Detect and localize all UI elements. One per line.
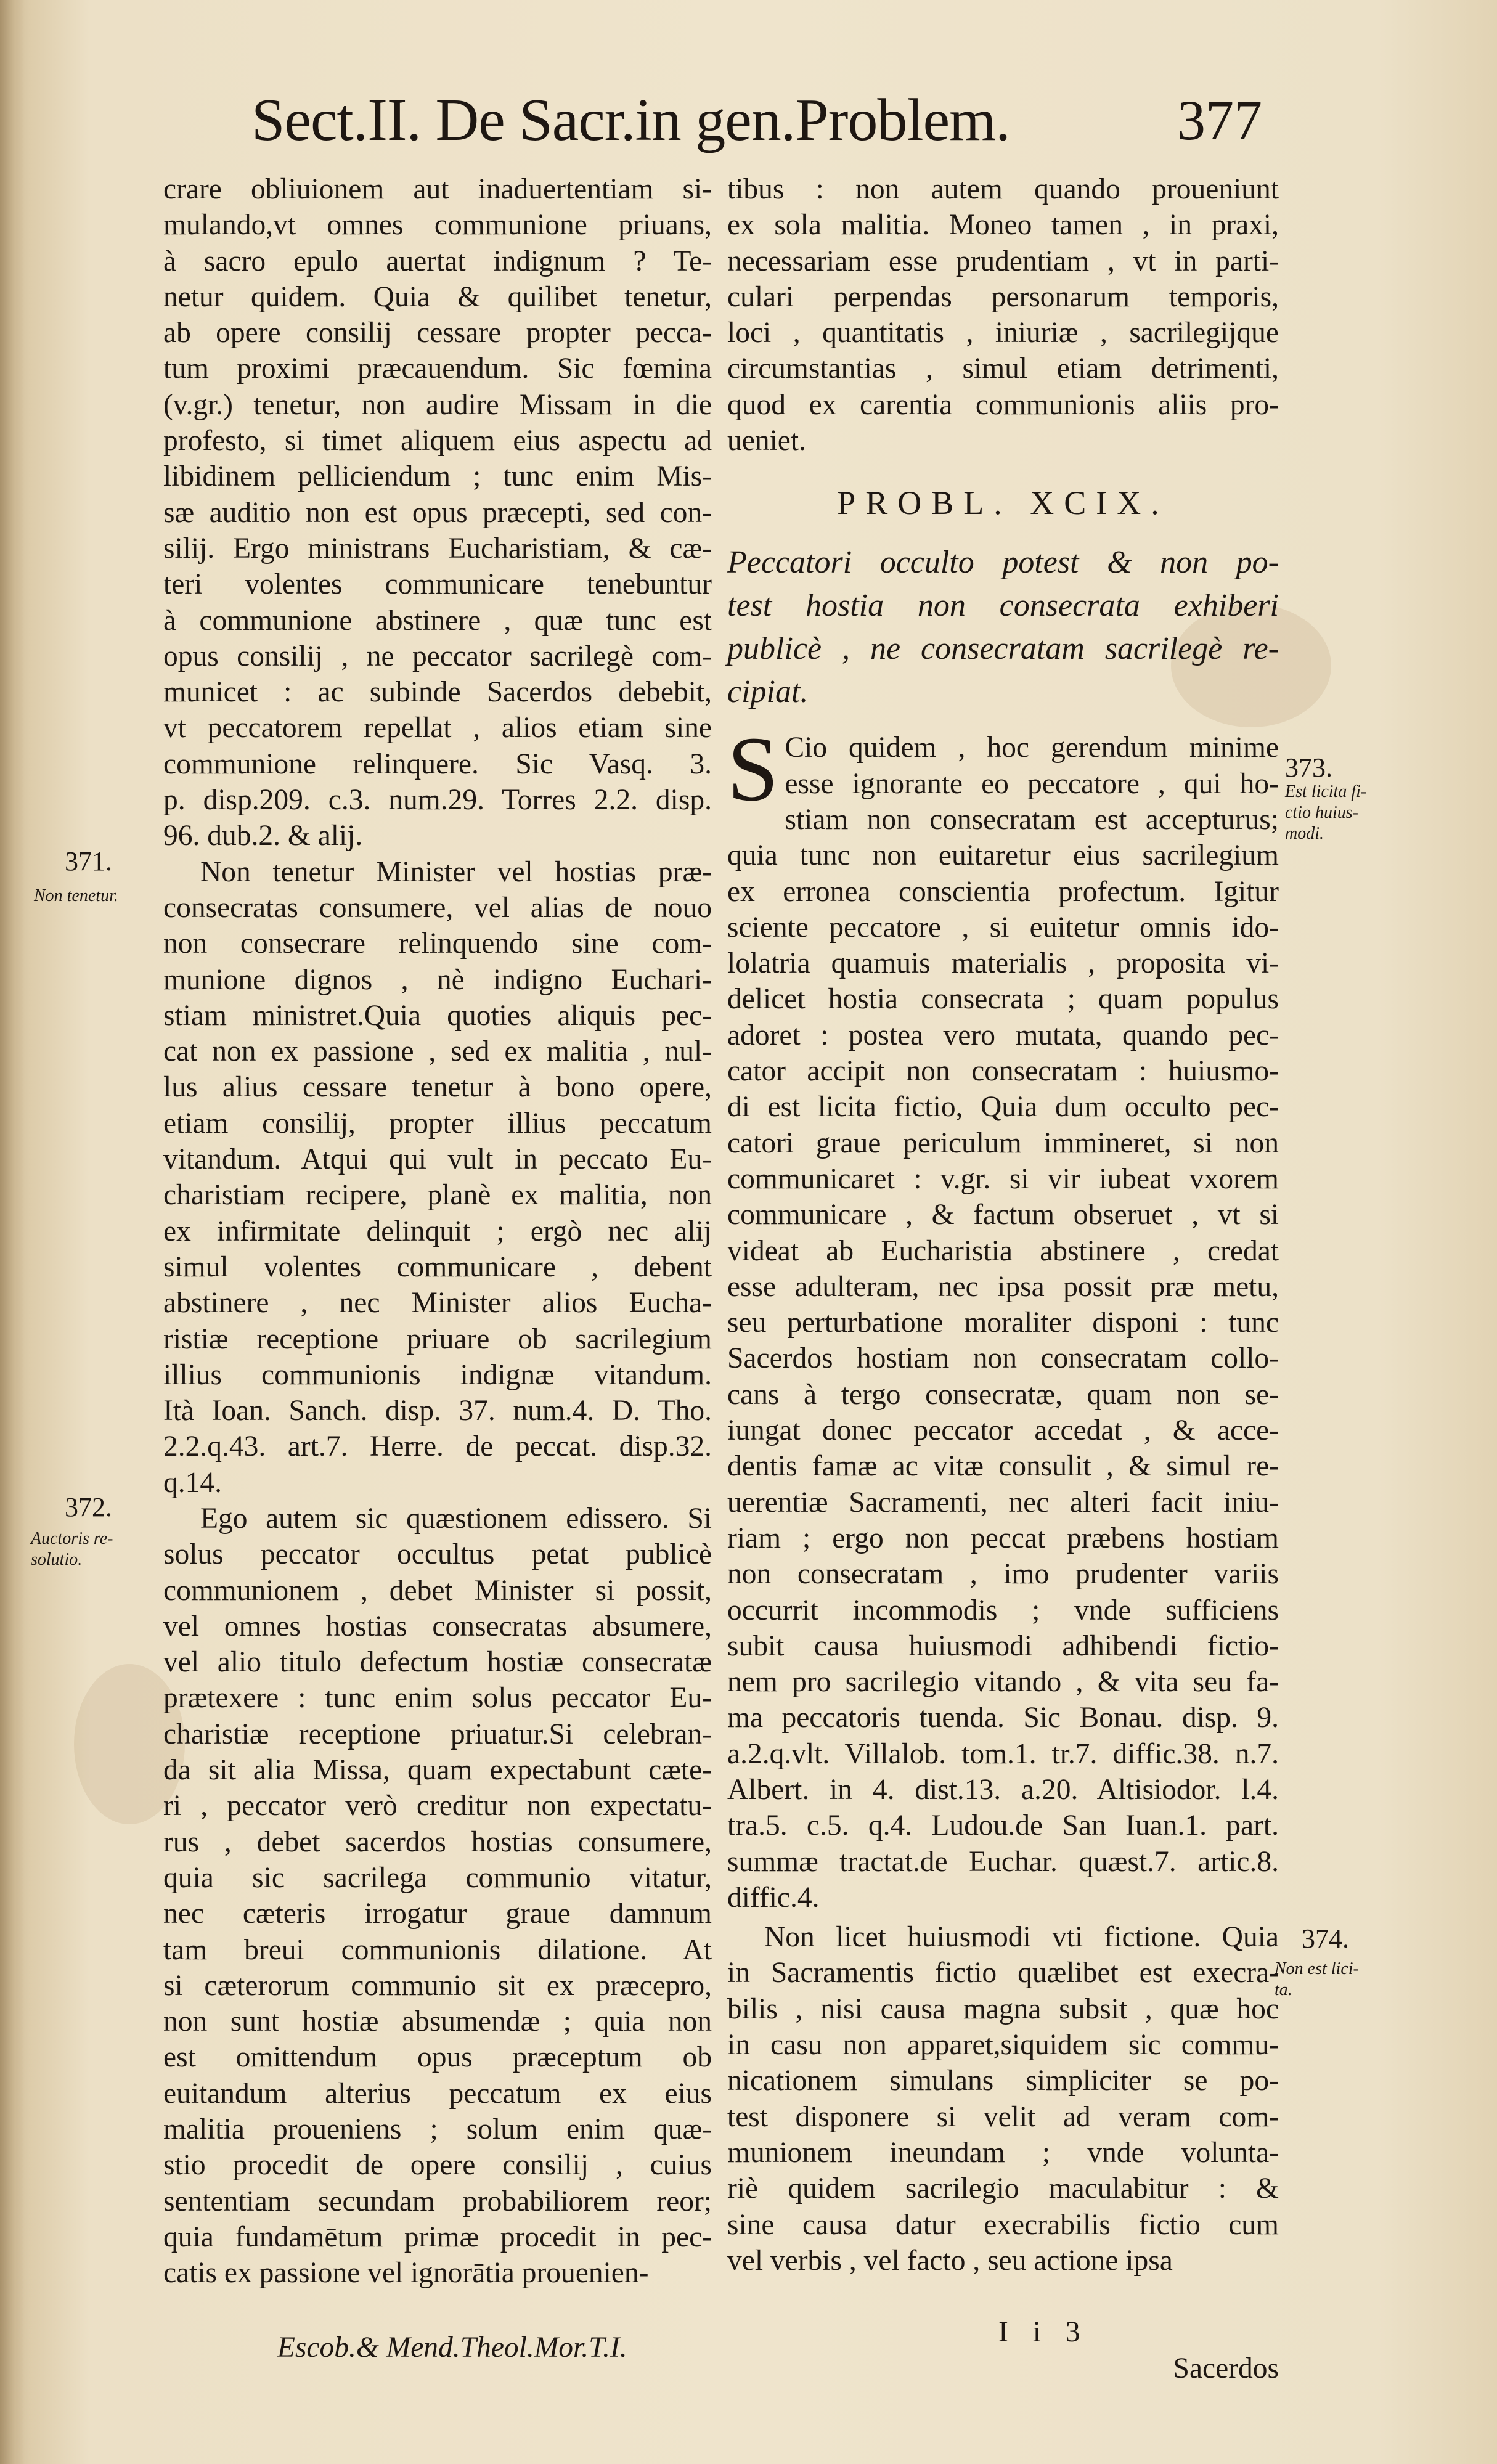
text-line: publicè , ne consecratam sacrilegè re- xyxy=(727,631,1279,667)
text-line: Albert. in 4. dist.13. a.20. Altisiodor. l.4. xyxy=(727,1773,1279,1806)
text-line: à sacro epulo auertat indignum ? Te- xyxy=(163,245,712,277)
text-line: lolatria quamuis materialis , proposita vi- xyxy=(727,947,1279,980)
text-line: munione dignos , nè indigno Euchari- xyxy=(163,963,712,996)
text-line: à communione abstinere , quæ tunc est xyxy=(163,604,712,637)
text-line: nec cæteris irrogatur graue damnum xyxy=(163,1898,712,1930)
margin-number-371: 371. xyxy=(65,846,112,876)
text-line: tum proximi præcauendum. Sic fœmina xyxy=(163,353,712,385)
text-line: communicare , & factum obseruet , vt si xyxy=(727,1199,1279,1231)
text-line: libidinem pelliciendum ; tunc enim Mis- xyxy=(163,460,712,493)
page-edge xyxy=(0,0,25,2464)
paragraph xyxy=(163,1501,712,2291)
text-line: catis ex passione vel ignorātia prouenien- xyxy=(163,2257,649,2290)
page-footer xyxy=(727,2278,1279,2384)
margin-note-line: solutio. xyxy=(31,1550,83,1569)
text-line: ex sola malitia. Moneo tamen , in praxi, xyxy=(727,209,1279,242)
paragraph xyxy=(727,718,1279,1915)
text-line: charistiam recipere, planè ex malitia, non xyxy=(163,1179,712,1212)
text-line: communionem , debet Minister si possit, xyxy=(163,1574,712,1607)
text-line: stiam non consecratam est accepturus; xyxy=(785,803,1279,836)
text-line: test hostia non consecrata exhiberi xyxy=(727,588,1279,624)
text-line: cat non ex passione , sed ex malitia , nul- xyxy=(163,1035,712,1068)
margin-note-373 xyxy=(1285,781,1366,844)
text-line: circumstantias , simul etiam detrimenti, xyxy=(727,353,1279,385)
text-line: non consecrare relinquendo sine com- xyxy=(163,928,712,960)
paragraph-with-dropcap xyxy=(727,718,1279,1915)
text-line: loci , quantitatis , iniuriæ , sacrilegijque xyxy=(727,317,1279,349)
running-title: Sect.II. De Sacr.in gen.Problem. xyxy=(251,87,1010,153)
text-line: municet : ac subinde Sacerdos debebit, xyxy=(163,676,712,709)
paragraph xyxy=(163,854,712,1501)
text-line: delicet hostia consecrata ; quam populus xyxy=(727,983,1279,1016)
margin-note-line: ctio huius- xyxy=(1285,803,1358,822)
margin-note-372 xyxy=(31,1528,113,1570)
text-line: si cæterorum communio sit ex præcepro, xyxy=(163,1969,712,2002)
text-line: in casu non apparet,siquidem sic commu- xyxy=(727,2029,1279,2062)
paragraph xyxy=(727,1919,1279,2278)
text-line: abstinere , nec Minister alios Eucha- xyxy=(163,1287,712,1320)
margin-note-374 xyxy=(1275,1959,1359,2001)
text-line: ristiæ receptione priuare ob sacrilegium xyxy=(163,1323,712,1355)
text-line: crare obliuionem aut inaduertentiam si- xyxy=(163,173,712,205)
running-header xyxy=(251,80,1262,160)
text-line: Non licet huiusmodi vti fictione. Quia xyxy=(764,1921,1279,1954)
text-line: iungat donec peccator accedat , & acce- xyxy=(727,1414,1279,1447)
text-line: euitandum alterius peccatum ex eius xyxy=(163,2077,712,2110)
text-line: quia sic sacrilega communio vitatur, xyxy=(163,1861,712,1894)
text-line: vel alio titulo defectum hostiæ consecratæ xyxy=(163,1646,712,1679)
text-line: cator accipit non consecratam : huiusmo- xyxy=(727,1055,1279,1088)
text-line: vt peccatorem repellat , alios etiam sine xyxy=(163,712,712,745)
text-line: Non tenetur Minister vel hostias præ- xyxy=(200,855,712,888)
text-line: occurrit incommodis ; vnde sufficiens xyxy=(727,1594,1279,1626)
text-line: nem pro sacrilegio vitando , & vita seu fa- xyxy=(727,1666,1279,1699)
text-line: 2.2.q.43. art.7. Herre. de peccat. disp.32. xyxy=(163,1430,712,1463)
text-line: quia fundamētum primæ procedit in pec- xyxy=(163,2221,712,2253)
text-line: a.2.q.vlt. Villalob. tom.1. tr.7. diffic.38. n.7. xyxy=(727,1737,1279,1770)
text-line: malitia proueniens ; solum enim quæ- xyxy=(163,2113,712,2146)
text-line: mulando,vt omnes communione priuans, xyxy=(163,209,712,242)
text-line: ab opere consilij cessare propter pecca- xyxy=(163,317,712,349)
text-line: profesto, si timet aliquem eius aspectu ad xyxy=(163,425,712,457)
text-line: vel omnes hostias consecratas absumere, xyxy=(163,1610,712,1642)
text-line: test disponere si velit ad veram com- xyxy=(727,2100,1279,2133)
text-line: culari perpendas personarum temporis, xyxy=(727,280,1279,313)
text-line: uerentiæ Sacramenti, nec alteri facit iniu- xyxy=(727,1486,1279,1519)
text-line: lus alius cessare tenetur à bono opere, xyxy=(163,1071,712,1104)
text-line: ex erronea conscientia profectum. Igitur xyxy=(727,875,1279,908)
text-line: ex infirmitate delinquit ; ergò nec alij xyxy=(163,1215,712,1247)
text-line: stio procedit de opere consilij , cuius xyxy=(163,2149,712,2182)
text-line: tra.5. c.5. q.4. Ludou.de San Iuan.1. part. xyxy=(727,1809,1279,1842)
text-line: seu perturbatione moraliter disponi : tunc xyxy=(727,1307,1279,1339)
text-line: esse ignorante eo peccatore , qui ho- xyxy=(785,767,1279,800)
text-line: cans à tergo consecratæ, quam non se- xyxy=(727,1378,1279,1411)
text-line: simul volentes communicare , debent xyxy=(163,1250,712,1283)
margin-note-line: Non est lici- xyxy=(1275,1959,1359,1978)
text-line: silij. Ergo ministrans Eucharistiam, & cæ- xyxy=(163,532,712,565)
text-line: opus consilij , ne peccator sacrilegè com- xyxy=(163,640,712,672)
text-line: ueniet. xyxy=(727,425,806,457)
text-line: communione relinquere. Sic Vasq. 3. xyxy=(163,748,712,780)
text-line: adoret : postea vero mutata, quando pec- xyxy=(727,1019,1279,1051)
text-line: (v.gr.) tenetur, non audire Missam in die xyxy=(163,388,712,421)
paragraph xyxy=(727,171,1279,459)
margin-note-line: Est licita fi- xyxy=(1285,782,1367,801)
text-line: communicaret : v.gr. si vir iubeat vxorem xyxy=(727,1162,1279,1195)
text-line: tibus : non autem quando proueniunt xyxy=(727,173,1279,205)
problem-heading: PROBL. XCIX. xyxy=(837,484,1169,522)
text-line: charistiæ receptione priuatur.Si celebran- xyxy=(163,1718,712,1750)
left-column xyxy=(163,171,712,2364)
margin-note-line: modi. xyxy=(1285,824,1324,843)
catchword: Sacerdos xyxy=(1173,2352,1279,2384)
text-line: quod ex carentia communionis aliis pro- xyxy=(727,388,1279,421)
text-line: solus peccator occultus petat publicè xyxy=(163,1538,712,1571)
text-line: Ego autem sic quæstionem edissero. Si xyxy=(200,1502,712,1535)
text-line: di est licita fictio, Quia dum occulto pec- xyxy=(727,1091,1279,1124)
margin-note-371: Non tenetur. xyxy=(34,886,118,905)
text-line: 96. dub.2. & alij. xyxy=(163,820,363,852)
text-line: vitandum. Atqui qui vult in peccato Eu- xyxy=(163,1143,712,1176)
text-line: riam ; ergo non peccat præbens hostiam xyxy=(727,1522,1279,1554)
text-line: prætexere : tunc enim solus peccator Eu- xyxy=(163,1682,712,1715)
text-line: diffic.4. xyxy=(727,1881,820,1914)
problem-title xyxy=(727,541,1279,714)
footer-text: Escob.& Mend.Theol.Mor.T.I. xyxy=(277,2331,627,2364)
text-line: esse adulteram, nec ipsa possit præ metu, xyxy=(727,1270,1279,1303)
text-line: summæ tractat.de Euchar. quæst.7. artic.8. xyxy=(727,1845,1279,1878)
signature-mark: I i 3 xyxy=(998,2316,1089,2349)
text-line: etiam consilij, propter illius peccatum xyxy=(163,1107,712,1140)
text-line: munionem ineundam ; vnde volunta- xyxy=(727,2136,1279,2169)
text-line: non sunt hostiæ absumendæ ; quia non xyxy=(163,2005,712,2038)
text-line: Sacerdos hostiam non consecratam collo- xyxy=(727,1342,1279,1375)
text-line: sciente peccatore , si euitetur omnis ido- xyxy=(727,911,1279,944)
text-line: quia tunc non euitaretur eius sacrilegium xyxy=(727,839,1279,872)
text-line: sine causa datur execrabilis fictio cum xyxy=(727,2208,1279,2241)
text-line: q.14. xyxy=(163,1466,222,1499)
text-line: p. disp.209. c.3. num.29. Torres 2.2. disp. xyxy=(163,784,712,817)
text-line: vel verbis , vel facto , seu actione ipsa xyxy=(727,2244,1173,2277)
text-line: subit causa huiusmodi adhibendi fictio- xyxy=(727,1630,1279,1662)
margin-number-372: 372. xyxy=(65,1492,112,1522)
margin-note-line: ta. xyxy=(1275,1980,1292,1999)
text-line: ri , peccator verò creditur non expectatu- xyxy=(163,1790,712,1822)
text-line: consecratas consumere, vel alias de nouo xyxy=(163,891,712,924)
text-line: stiam ministret.Quia quoties aliquis pec- xyxy=(163,999,712,1032)
text-line: catori graue periculum immineret, si non xyxy=(727,1127,1279,1159)
text-line: rus , debet sacerdos hostias consumere, xyxy=(163,1826,712,1858)
text-line: illius communionis indignæ vitandum. xyxy=(163,1358,712,1391)
drop-cap: S xyxy=(727,718,779,821)
text-line: Cio quidem , hoc gerendum minime xyxy=(785,732,1279,764)
text-line: Peccatori occulto potest & non po- xyxy=(727,545,1279,581)
text-line: in Sacramentis fictio quælibet est execra- xyxy=(727,1957,1279,1989)
text-line: bilis , nisi causa magna subsit , quæ hoc xyxy=(727,1993,1279,2025)
margin-number-374: 374. xyxy=(1302,1923,1349,1954)
text-line: ma peccatoris tuenda. Sic Bonau. disp. 9. xyxy=(727,1702,1279,1734)
text-line: est omittendum opus præceptum ob xyxy=(163,2041,712,2074)
paragraph xyxy=(163,171,712,854)
margin-note-line: Auctoris re- xyxy=(31,1529,113,1548)
text-line: da sit alia Missa, quam expectabunt cæte- xyxy=(163,1754,712,1787)
right-column xyxy=(727,171,1279,2384)
text-line: Ità Ioan. Sanch. disp. 37. num.4. D. Tho. xyxy=(163,1395,712,1427)
text-line: non consecratam , imo prudenter variis xyxy=(727,1558,1279,1591)
page-number: 377 xyxy=(1177,89,1262,152)
text-line: nicationem simulans simpliciter se po- xyxy=(727,2065,1279,2097)
text-line: videat ab Eucharistia abstinere , credat xyxy=(727,1234,1279,1267)
text-line: cipiat. xyxy=(727,674,809,710)
text-line: teri volentes communicare tenebuntur xyxy=(163,568,712,601)
footer-signature xyxy=(163,2294,712,2364)
margin-number-373: 373. xyxy=(1285,753,1332,783)
text-line: tam breui communionis dilatione. At xyxy=(163,1933,712,1966)
text-line: sententiam secundam probabiliorem reor; xyxy=(163,2185,712,2217)
text-line: riè quidem sacrilegio maculabitur : & xyxy=(727,2172,1279,2205)
text-line: dentis famæ ac vitæ consulit , & simul re- xyxy=(727,1450,1279,1483)
text-line: netur quidem. Quia & quilibet tenetur, xyxy=(163,280,712,313)
text-line: sæ auditio non est opus præcepti, sed con- xyxy=(163,496,712,529)
text-line: necessariam esse prudentiam , vt in parti- xyxy=(727,245,1279,277)
